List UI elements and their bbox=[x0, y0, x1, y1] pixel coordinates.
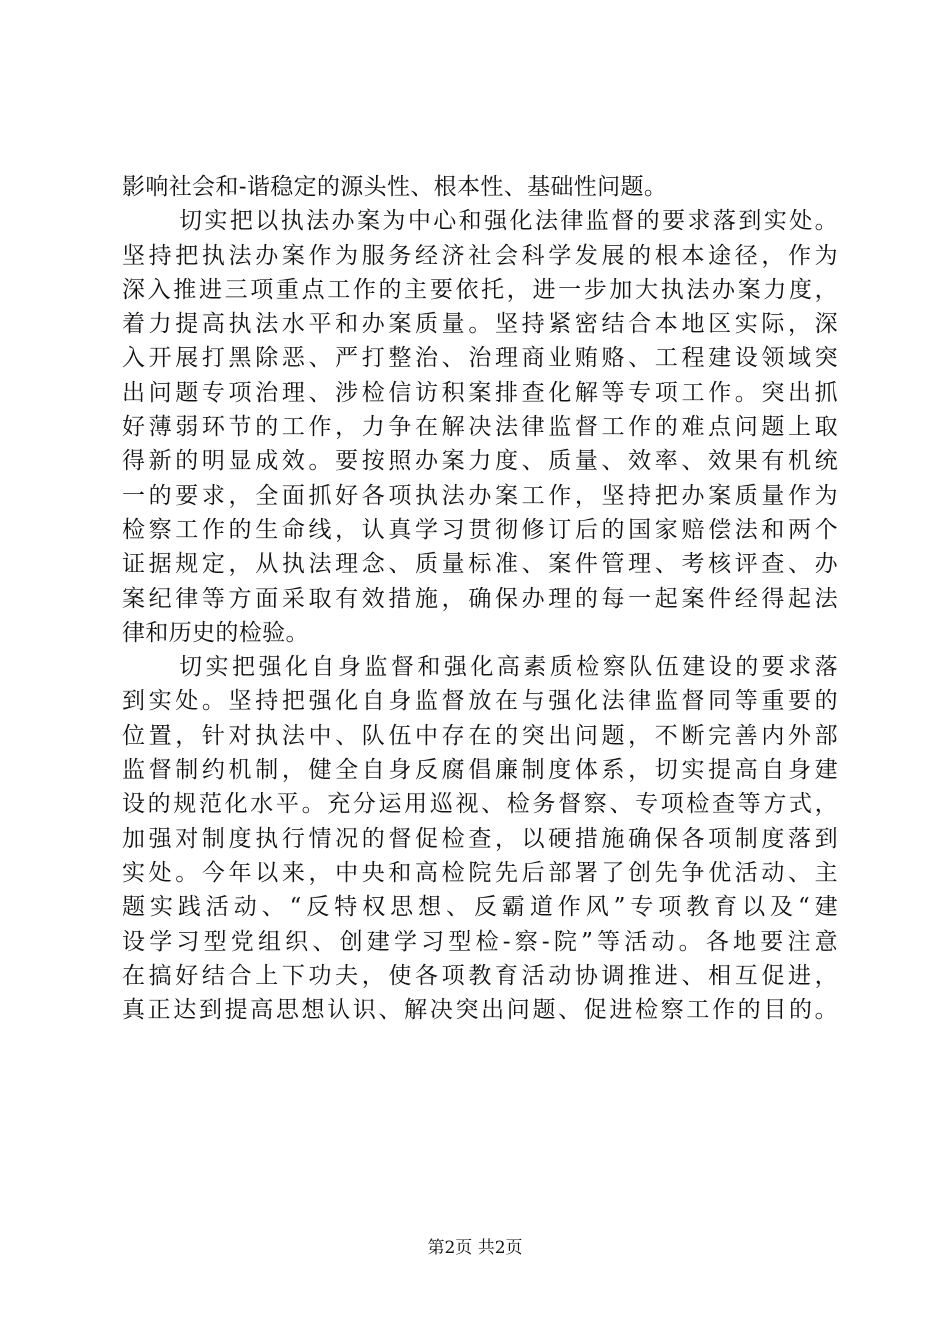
body-text bbox=[122, 170, 838, 1027]
text-line: 着力提高执法水平和办案质量。坚持紧密结合本地区实际，深 bbox=[122, 311, 838, 338]
text-line: 在搞好结合上下功夫，使各项教育活动协调推进、相互促进， bbox=[122, 962, 838, 989]
text-line: 好薄弱环节的工作，力争在解决法律监督工作的难点问题上取 bbox=[122, 414, 838, 441]
text-line: 实处。今年以来，中央和高检院先后部署了创先争优活动、主 bbox=[122, 859, 838, 886]
text-line: 入开展打黑除恶、严打整治、治理商业贿赂、工程建设领域突 bbox=[122, 345, 838, 372]
text-line: 证据规定，从执法理念、质量标准、案件管理、考核评查、办 bbox=[122, 551, 838, 578]
text-line: 检察工作的生命线，认真学习贯彻修订后的国家赔偿法和两个 bbox=[122, 516, 838, 543]
page-footer: 第2页 共2页 bbox=[427, 1238, 523, 1258]
text-line: 案纪律等方面采取有效措施，确保办理的每一起案件经得起法 bbox=[122, 585, 838, 612]
text-line: 律和历史的检验。 bbox=[122, 619, 309, 646]
text-line: 到实处。坚持把强化自身监督放在与强化法律监督同等重要的 bbox=[122, 688, 838, 715]
text-line: 切实把以执法办案为中心和强化法律监督的要求落到实处。 bbox=[179, 208, 838, 235]
text-line: 深入推进三项重点工作的主要依托，进一步加大执法办案力度， bbox=[122, 276, 838, 303]
text-line: 出问题专项治理、涉检信访积案排查化解等专项工作。突出抓 bbox=[122, 379, 838, 406]
text-line: 加强对制度执行情况的督促检查，以硬措施确保各项制度落到 bbox=[122, 825, 838, 852]
text-line: 影响社会和-谐稳定的源头性、根本性、基础性问题。 bbox=[122, 174, 668, 200]
text-line: 位置，针对执法中、队伍中存在的突出问题，不断完善内外部 bbox=[122, 722, 838, 749]
text-line: 切实把强化自身监督和强化高素质检察队伍建设的要求落 bbox=[179, 654, 838, 681]
text-line: 设的规范化水平。充分运用巡视、检务督察、专项检查等方式， bbox=[122, 791, 838, 818]
text-line: 监督制约机制，健全自身反腐倡廉制度体系，切实提高自身建 bbox=[122, 757, 838, 784]
text-line: 题实践活动、“反特权思想、反霸道作风”专项教育以及“建 bbox=[122, 894, 838, 921]
text-line: 真正达到提高思想认识、解决突出问题、促进检察工作的目的。 bbox=[122, 997, 838, 1024]
text-line: 一的要求，全面抓好各项执法办案工作，坚持把办案质量作为 bbox=[122, 482, 838, 509]
text-line: 设学习型党组织、创建学习型检-察-院”等活动。各地要注意 bbox=[122, 928, 838, 955]
text-line: 坚持把执法办案作为服务经济社会科学发展的根本途径，作为 bbox=[122, 242, 838, 269]
text-line: 得新的明显成效。要按照办案力度、质量、效率、效果有机统 bbox=[122, 448, 838, 475]
